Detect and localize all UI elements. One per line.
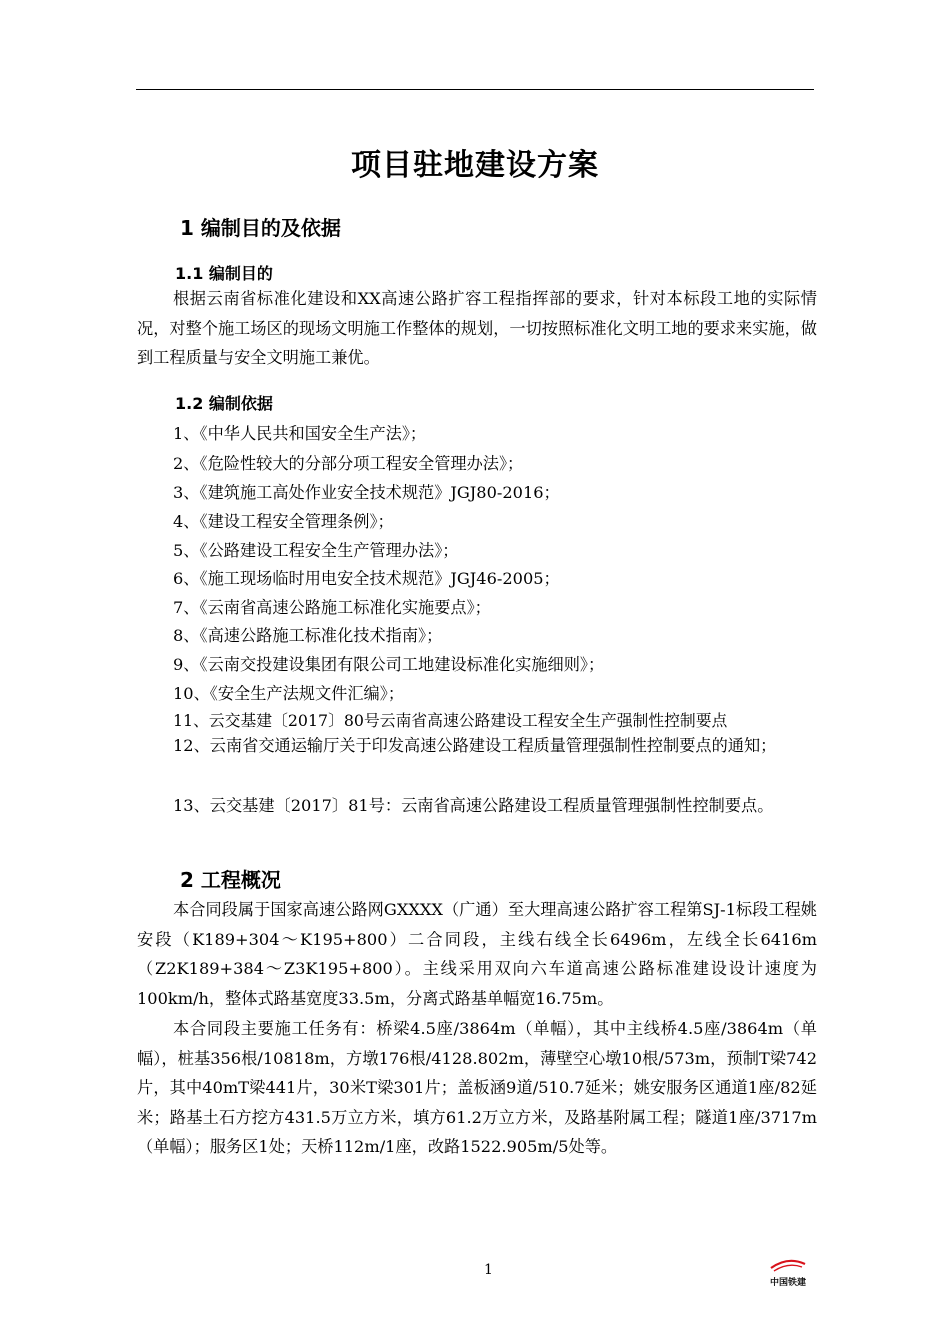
basis-item-11: 11、云交基建〔2017〕80号云南省高速公路建设工程安全生产强制性控制要点 — [173, 711, 728, 730]
section-2-body-block — [137, 895, 817, 1162]
header-rule — [136, 89, 814, 90]
basis-item-7: 7、《云南省高速公路施工标准化实施要点》； — [173, 598, 491, 617]
basis-item-5: 5、《公路建设工程安全生产管理办法》； — [173, 541, 459, 560]
section-2-heading: 2 工程概况 — [180, 868, 281, 892]
section-1-1-body-block — [137, 284, 817, 373]
basis-item-10: 10、《安全生产法规文件汇编》； — [173, 684, 405, 703]
crcc-logo — [760, 1258, 816, 1290]
section-2-paragraph-1: 本合同段属于国家高速公路网GXXXX（广通）至大理高速公路扩容工程第SJ-1标段工程姚安段（K189+304～K195+800）二合同段，主线右线全长6496m，左线全长6416m（Z2K189+384～Z3K195+800）。主线采用双向六车道高速公路标准建设设计速度为100km/h，整体式路基宽度33.5m，分离式路基单幅宽16.75m。 — [137, 900, 817, 1008]
section-1-2-heading: 1.2 编制依据 — [175, 394, 273, 413]
basis-item-3: 3、《建筑施工高处作业安全技术规范》JGJ80-2016； — [173, 483, 560, 502]
section-2-paragraph-2: 本合同段主要施工任务有：桥梁4.5座/3864m（单幅），其中主线桥4.5座/3864m（单幅），桩基356根/10818m，方墩176根/4128.802m，薄壁空心墩10根/573m，预制T梁742片，其中40mT梁441片，30米T梁301片；盖板涵9道/510.7延米；姚安服务区通道1座/82延米；路基土石方挖方431.5万立方米，填方61.2万立方米，及路基附属工程；隧道1座/3717m（单幅）；服务区1处；天桥112m/1座，改路1522.905m/5处等。 — [137, 1019, 817, 1156]
basis-item-8: 8、《高速公路施工标准化技术指南》； — [173, 626, 443, 645]
basis-item-9: 9、《云南交投建设集团有限公司工地建设标准化实施细则》； — [173, 655, 605, 674]
basis-item-1: 1、《中华人民共和国安全生产法》； — [173, 424, 427, 443]
basis-item-13: 13、云交基建〔2017〕81号：云南省高速公路建设工程质量管理强制性控制要点。 — [173, 796, 774, 815]
section-1-1-heading: 1.1 编制目的 — [175, 264, 273, 283]
section-1-1-body: 根据云南省标准化建设和XX高速公路扩容工程指挥部的要求，针对本标段工地的实际情况，对整个施工场区的现场文明施工作整体的规划，一切按照标准化文明工地的要求来实施，做到工程质量与安全文明施工兼优。 — [137, 289, 817, 367]
page-number: 1 — [484, 1262, 493, 1278]
basis-item-6: 6、《施工现场临时用电安全技术规范》JGJ46-2005； — [173, 569, 560, 588]
section-1-heading: 1 编制目的及依据 — [180, 216, 341, 240]
basis-item-4: 4、《建设工程安全管理条例》； — [173, 512, 394, 531]
crcc-logo-icon — [768, 1258, 808, 1272]
document-title: 项目驻地建设方案 — [351, 148, 599, 183]
basis-item-2: 2、《危险性较大的分部分项工程安全管理办法》； — [173, 454, 524, 473]
basis-item-12: 12、云南省交通运输厅关于印发高速公路建设工程质量管理强制性控制要点的通知； — [173, 736, 777, 755]
logo-text: 中国铁建 — [769, 1278, 806, 1288]
